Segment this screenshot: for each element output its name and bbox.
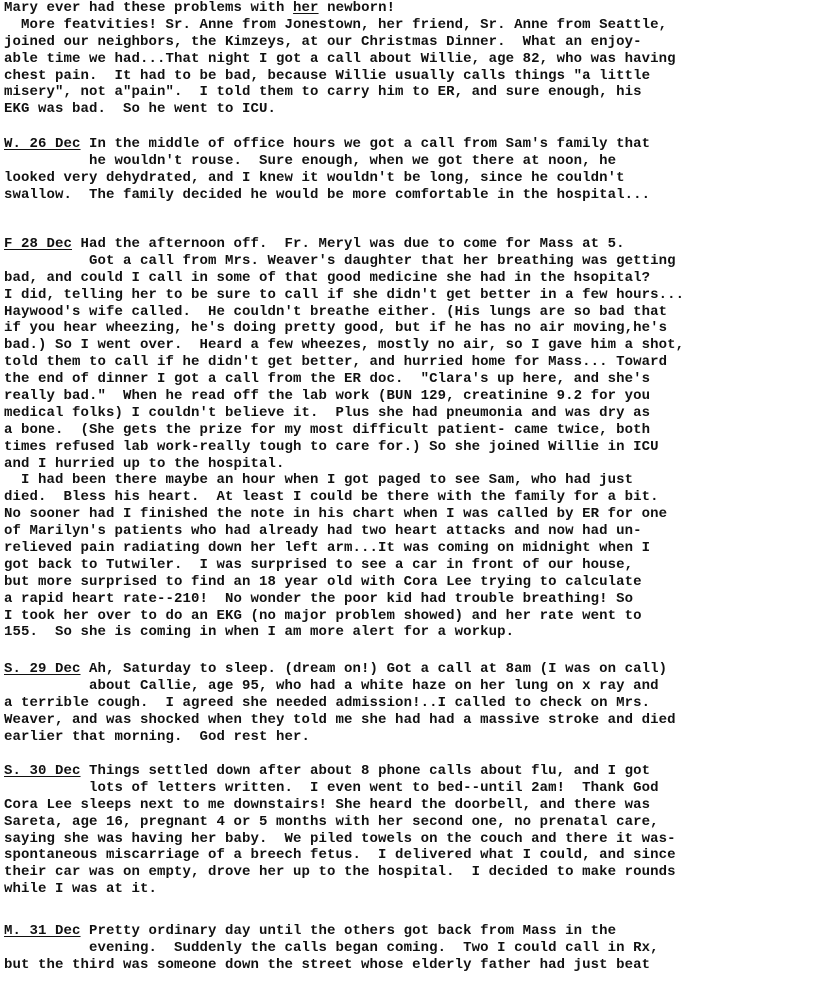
text-line bbox=[4, 923, 813, 940]
text-line bbox=[4, 729, 813, 746]
text-line bbox=[4, 287, 813, 304]
text-line bbox=[4, 68, 813, 85]
line-text: told them to call if he didn't get better, and hurried home for Mass... Toward bbox=[4, 354, 668, 371]
text-line bbox=[4, 354, 813, 371]
line-text: I did, telling her to be sure to call if she didn't get better in a few hours... bbox=[4, 286, 685, 303]
text-line bbox=[4, 236, 813, 253]
line-text: More featvities! Sr. Anne from Jonestown, her friend, Sr. Anne from Seattle, bbox=[4, 16, 668, 33]
line-text: Had the afternoon off. Fr. Meryl was due to come for Mass at 5. bbox=[72, 236, 625, 252]
text-line bbox=[4, 557, 813, 574]
text-line bbox=[4, 17, 813, 34]
line-text: newborn! bbox=[318, 0, 396, 16]
text-line bbox=[4, 472, 813, 489]
line-text: looked very dehydrated, and I knew it wouldn't be long, since he couldn't bbox=[4, 169, 625, 186]
text-line bbox=[4, 940, 813, 957]
line-text: Things settled down after about 8 phone calls about flu, and I got bbox=[80, 763, 651, 779]
underlined-text: S. 30 Dec bbox=[4, 763, 81, 779]
text-line bbox=[4, 864, 813, 881]
entry-sun-30-dec bbox=[4, 763, 813, 923]
text-line bbox=[4, 574, 813, 591]
text-line bbox=[4, 270, 813, 287]
line-text: about Callie, age 95, who had a white haze on her lung on x ray and bbox=[4, 677, 659, 694]
underlined-text: S. 29 Dec bbox=[4, 661, 81, 677]
line-text: Ah, Saturday to sleep. (dream on!) Got a call at 8am (I was on call) bbox=[80, 661, 668, 677]
line-text: misery", not a"pain". I told them to carry him to ER, and sure enough, his bbox=[4, 84, 642, 101]
line-text: Got a call from Mrs. Weaver's daughter that her breathing was getting bbox=[4, 252, 676, 269]
text-line bbox=[4, 712, 813, 729]
line-text: chest pain. It had to be bad, because Willie usually calls things "a little bbox=[4, 67, 651, 84]
line-text: bad, and could I call in some of that good medicine she had in the hsopital? bbox=[4, 269, 651, 286]
line-text: evening. Suddenly the calls began coming. Two I could call in Rx, bbox=[4, 939, 659, 956]
text-line bbox=[4, 661, 813, 678]
line-text: a terrible cough. I agreed she needed admission!..I called to check on Mrs. bbox=[4, 694, 651, 711]
intro-paragraph bbox=[4, 0, 813, 136]
text-line bbox=[4, 253, 813, 270]
text-line bbox=[4, 170, 813, 187]
line-text: saying she was having her baby. We piled towels on the couch and there it was- bbox=[4, 830, 676, 847]
text-line bbox=[4, 320, 813, 337]
line-text: Sareta, age 16, pregnant 4 or 5 months with her second one, no prenatal care, bbox=[4, 813, 659, 830]
text-line bbox=[4, 881, 813, 898]
line-text: joined our neighbors, the Kimzeys, at our Christmas Dinner. What an enjoy- bbox=[4, 33, 642, 50]
line-text: died. Bless his heart. At least I could be there with the family for a bit. bbox=[4, 489, 659, 506]
underlined-text: her bbox=[293, 0, 319, 16]
text-line bbox=[4, 608, 813, 625]
line-text: swallow. The family decided he would be more comfortable in the hospital... bbox=[4, 186, 651, 203]
line-text: earlier that morning. God rest her. bbox=[4, 728, 311, 745]
line-text: times refused lab work-really tough to care for.) So she joined Willie in ICU bbox=[4, 438, 659, 455]
line-text: while I was at it. bbox=[4, 881, 158, 898]
line-text: 155. So she is coming in when I am more alert for a workup. bbox=[4, 624, 515, 641]
text-line bbox=[4, 0, 813, 17]
line-text: their car was on empty, drove her up to the hospital. I decided to make rounds bbox=[4, 864, 676, 881]
line-text: able time we had...That night I got a call about Willie, age 82, who was having bbox=[4, 50, 676, 67]
text-line bbox=[4, 456, 813, 473]
line-text: and I hurried up to the hospital. bbox=[4, 455, 285, 472]
text-line bbox=[4, 523, 813, 540]
text-line bbox=[4, 695, 813, 712]
line-text: Haywood's wife called. He couldn't breathe either. (His lungs are so bad that bbox=[4, 303, 668, 320]
entry-wed-26-dec bbox=[4, 136, 813, 236]
text-line bbox=[4, 153, 813, 170]
entry-fri-28-dec bbox=[4, 236, 813, 661]
line-text: got back to Tutwiler. I was surprised to see a car in front of our house, bbox=[4, 556, 634, 573]
line-text: I took her over to do an EKG (no major problem showed) and her rate went to bbox=[4, 607, 642, 624]
text-line bbox=[4, 439, 813, 456]
line-text: a bone. (She gets the prize for my most difficult patient- came twice, both bbox=[4, 421, 651, 438]
text-line bbox=[4, 678, 813, 695]
line-text: Mary ever had these problems with bbox=[4, 0, 294, 16]
text-line bbox=[4, 624, 813, 641]
text-line bbox=[4, 304, 813, 321]
line-text: if you hear wheezing, he's doing pretty good, but if he has no air moving,he's bbox=[4, 320, 668, 337]
line-text: Weaver, and was shocked when they told me she had had a massive stroke and died bbox=[4, 711, 676, 728]
line-text: but more surprised to find an 18 year old with Cora Lee trying to calculate bbox=[4, 573, 642, 590]
line-text: Pretty ordinary day until the others got back from Mass in the bbox=[80, 923, 617, 939]
line-text: of Marilyn's patients who had already had two heart attacks and now had un- bbox=[4, 523, 642, 540]
line-text: really bad." When he read off the lab work (BUN 129, creatinine 9.2 for you bbox=[4, 388, 651, 405]
text-line bbox=[4, 34, 813, 51]
text-line bbox=[4, 763, 813, 780]
text-line bbox=[4, 780, 813, 797]
text-line bbox=[4, 506, 813, 523]
text-line bbox=[4, 814, 813, 831]
entry-sat-29-dec bbox=[4, 661, 813, 763]
text-line bbox=[4, 797, 813, 814]
text-line bbox=[4, 540, 813, 557]
text-line bbox=[4, 388, 813, 405]
line-text: spontaneous miscarriage of a breech fetus. I delivered what I could, and since bbox=[4, 847, 676, 864]
text-line bbox=[4, 136, 813, 153]
line-text: In the middle of office hours we got a call from Sam's family that bbox=[80, 136, 651, 152]
text-line bbox=[4, 51, 813, 68]
text-line bbox=[4, 371, 813, 388]
line-text: EKG was bad. So he went to ICU. bbox=[4, 101, 277, 118]
entry-mon-31-dec bbox=[4, 923, 813, 983]
line-text: No sooner had I finished the note in his chart when I was called by ER for one bbox=[4, 506, 668, 523]
text-line bbox=[4, 84, 813, 101]
line-text: the end of dinner I got a call from the ER doc. "Clara's up here, and she's bbox=[4, 371, 651, 388]
underlined-text: M. 31 Dec bbox=[4, 923, 81, 939]
line-text: lots of letters written. I even went to bed--until 2am! Thank God bbox=[4, 779, 659, 796]
line-text: medical folks) I couldn't believe it. Plus she had pneumonia and was dry as bbox=[4, 404, 651, 421]
text-line bbox=[4, 847, 813, 864]
text-line bbox=[4, 591, 813, 608]
text-line bbox=[4, 405, 813, 422]
text-line bbox=[4, 489, 813, 506]
text-line bbox=[4, 957, 813, 974]
text-line bbox=[4, 187, 813, 204]
line-text: a rapid heart rate--210! No wonder the poor kid had trouble breathing! So bbox=[4, 590, 634, 607]
text-line bbox=[4, 101, 813, 118]
text-line bbox=[4, 422, 813, 439]
line-text: I had been there maybe an hour when I got paged to see Sam, who had just bbox=[4, 472, 634, 489]
underlined-text: W. 26 Dec bbox=[4, 136, 81, 152]
underlined-text: F 28 Dec bbox=[4, 236, 73, 252]
line-text: bad.) So I went over. Heard a few wheezes, mostly no air, so I gave him a shot, bbox=[4, 337, 685, 354]
text-line bbox=[4, 337, 813, 354]
line-text: Cora Lee sleeps next to me downstairs! She heard the doorbell, and there was bbox=[4, 796, 651, 813]
line-text: relieved pain radiating down her left arm...It was coming on midnight when I bbox=[4, 540, 651, 557]
text-line bbox=[4, 831, 813, 848]
line-text: but the third was someone down the street whose elderly father had just beat bbox=[4, 956, 651, 973]
line-text: he wouldn't rouse. Sure enough, when we got there at noon, he bbox=[4, 152, 617, 169]
